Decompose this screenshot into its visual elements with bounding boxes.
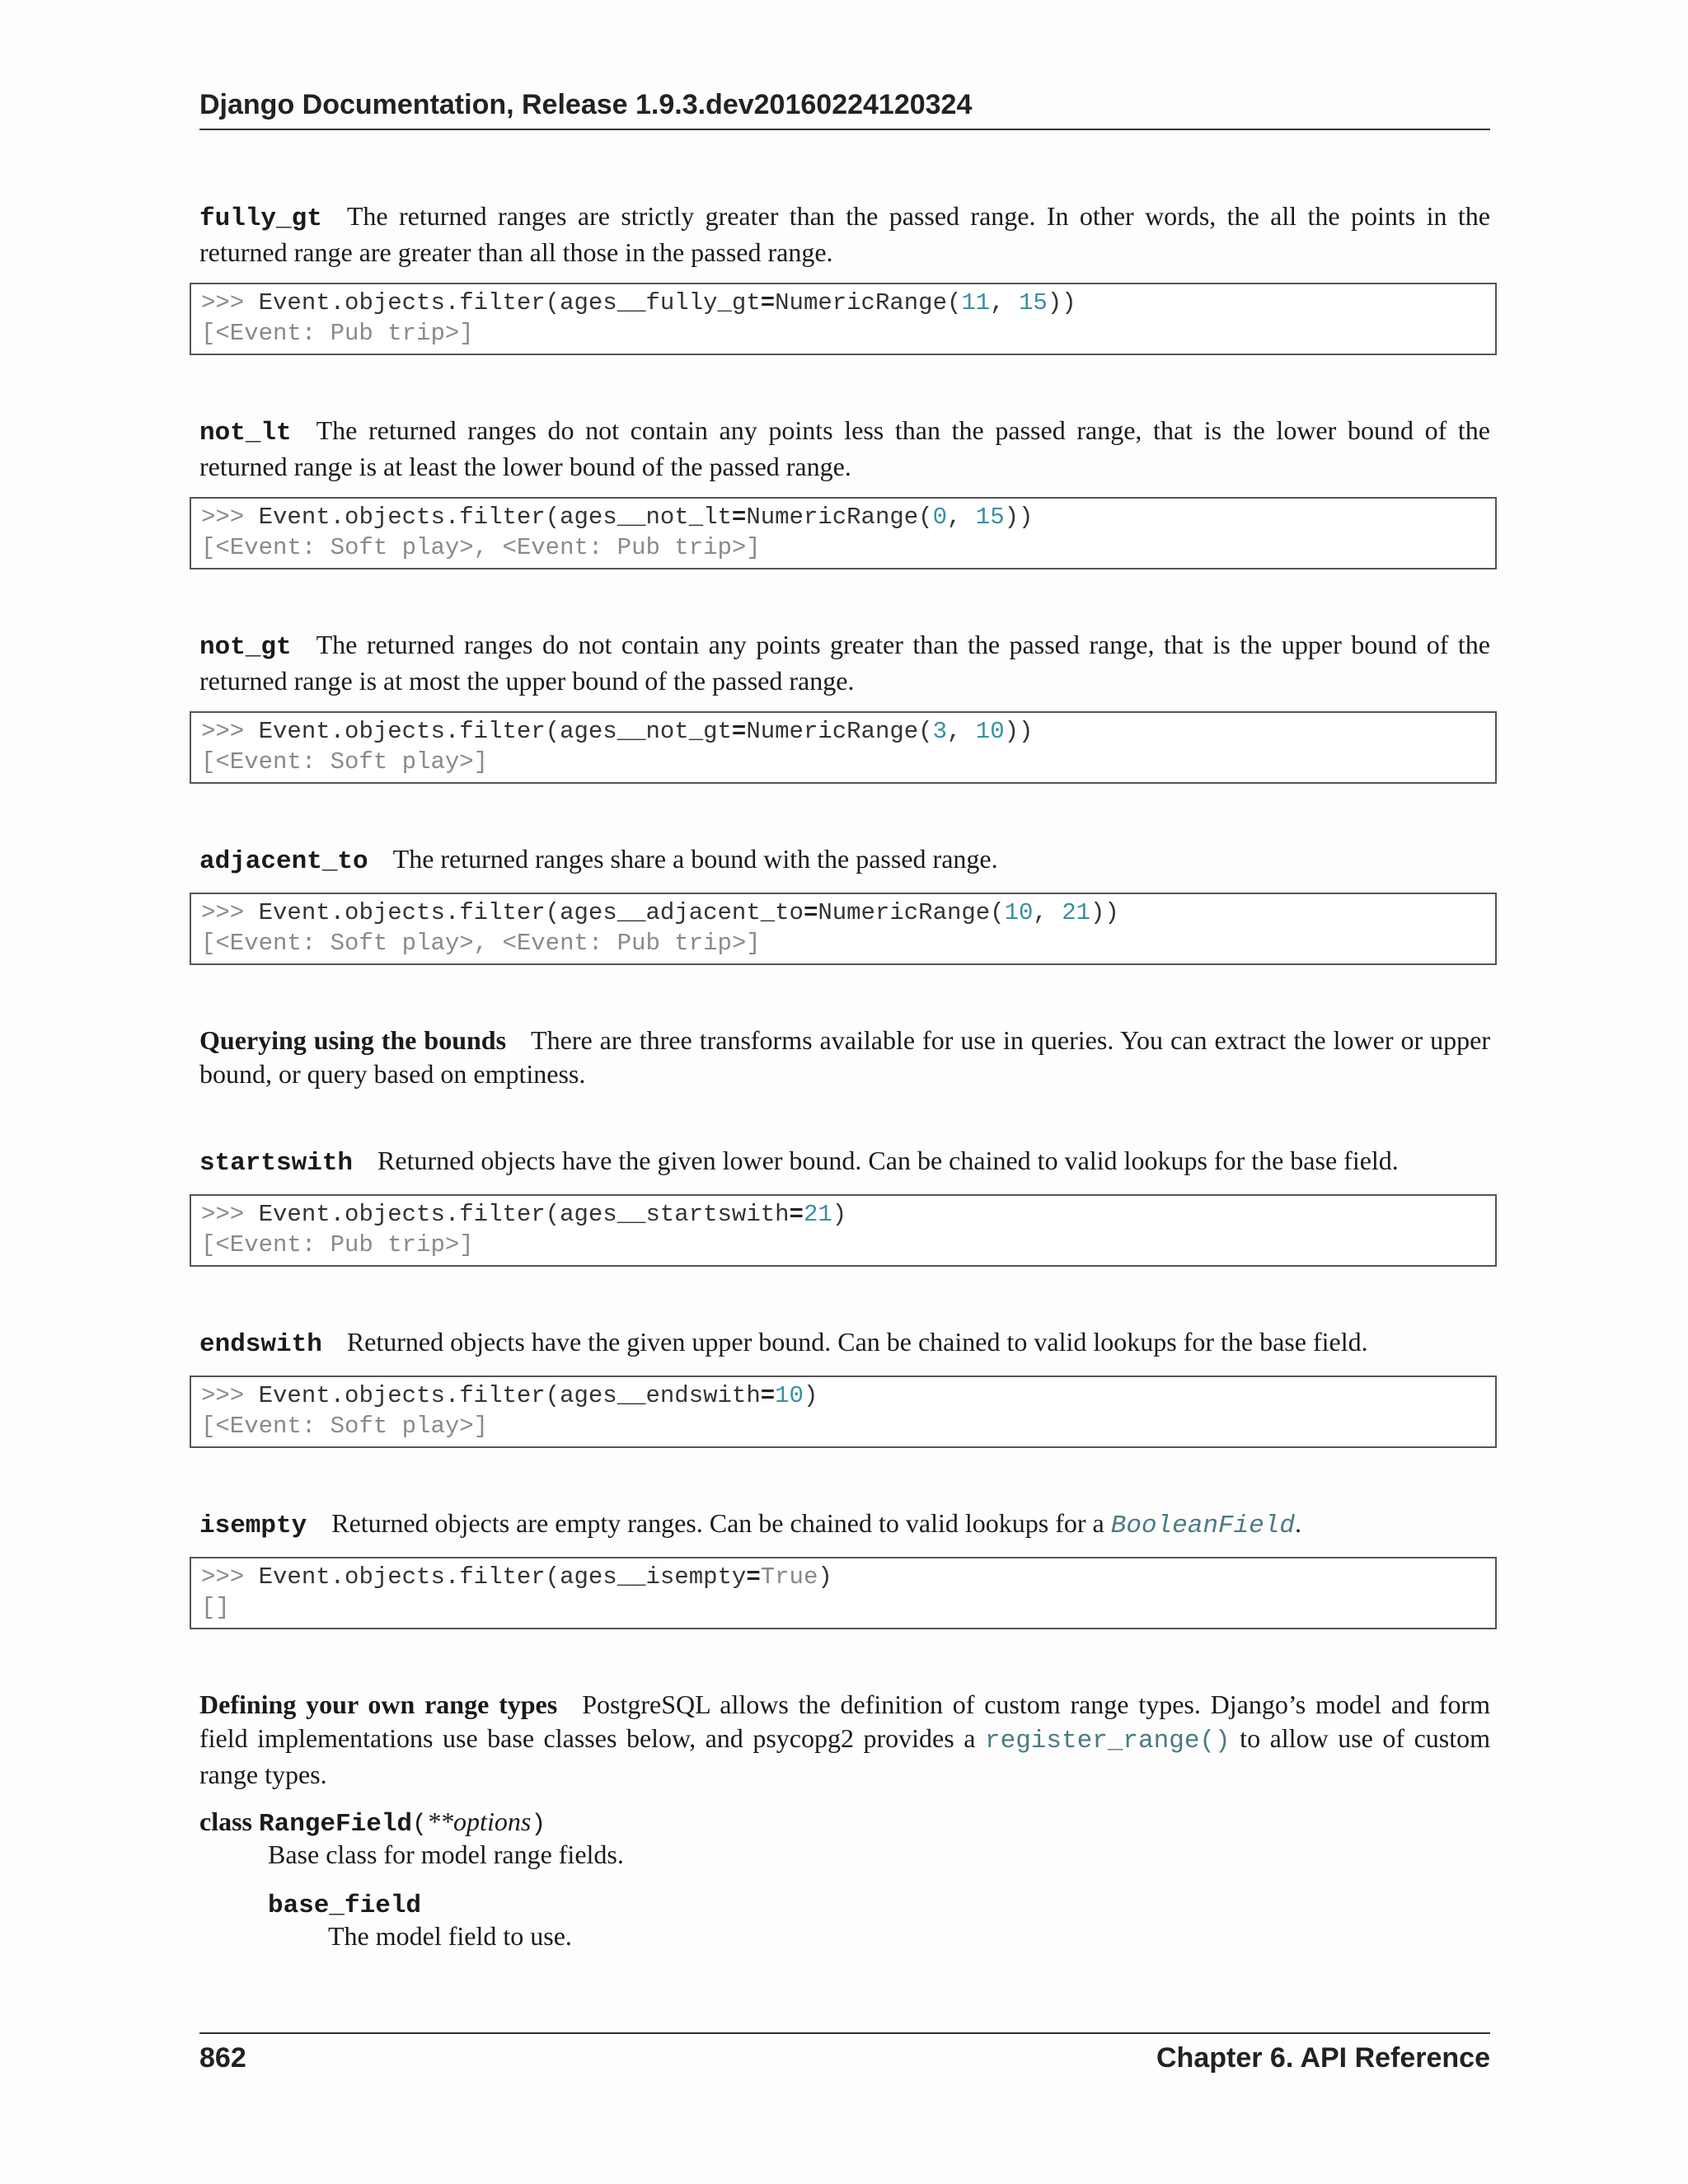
adjacent-to-output: [<Event: Soft play>, <Event: Pub trip>] [201, 930, 761, 957]
custom-range-text-2: to allow use of custom range types. [199, 1723, 1491, 1789]
not-lt-description [199, 414, 1490, 484]
custom-range-text-1: PostgreSQL allows the definition of custom range types. Django’s model and form field implementations use base classes below, and psycopg2 provides a [199, 1690, 1491, 1753]
page-header-title: Django Documentation, Release 1.9.3.dev20160224120324 [199, 89, 973, 120]
isempty-text: Returned objects are empty ranges. Can be chained to valid lookups for a [331, 1508, 1104, 1538]
not-gt-output: [<Event: Soft play>] [201, 748, 489, 776]
startswith-term: startswith [199, 1149, 354, 1178]
adjacent-to-term: adjacent_to [199, 847, 368, 876]
endswith-output: [<Event: Soft play>] [201, 1413, 489, 1440]
not-gt-description [199, 628, 1490, 698]
isempty-code-block: >>> Event.objects.filter(ages__isempty=True) [] [190, 1557, 1497, 1629]
endswith-text: Returned objects have the given upper bound. Can be chained to valid lookups for the base field. [346, 1327, 1368, 1357]
fully-gt-code-block: >>> Event.objects.filter(ages__fully_gt=NumericRange(11, 15)) [<Event: Pub trip>] [190, 283, 1497, 355]
startswith-output: [<Event: Pub trip>] [201, 1231, 474, 1258]
footer-rule [199, 2032, 1490, 2034]
endswith-code-block: >>> Event.objects.filter(ages__endswith=10) [<Event: Soft play>] [190, 1376, 1497, 1448]
isempty-description: isempty Returned objects are empty ranges. Can be chained to valid lookups for a BooleanField. [199, 1508, 1301, 1540]
isempty-term: isempty [199, 1511, 307, 1540]
rangefield-params: **options [427, 1807, 532, 1836]
adjacent-to-description [199, 842, 1490, 879]
not-gt-text: The returned ranges do not contain any points greater than the passed range, that is the upper bound of the returned range is at most the upper bound of the passed range. [199, 630, 1490, 696]
isempty-output: [] [201, 1594, 230, 1621]
page-footer [199, 2042, 1490, 2074]
startswith-code-block: >>> Event.objects.filter(ages__startswith=21) [<Event: Pub trip>] [190, 1194, 1497, 1267]
base-field-name: base_field [268, 1891, 422, 1920]
fully-gt-output: [<Event: Pub trip>] [201, 320, 474, 347]
fully-gt-term: fully_gt [199, 204, 322, 233]
not-lt-term: not_lt [199, 419, 292, 448]
booleanfield-link[interactable]: BooleanField [1110, 1511, 1295, 1540]
fully-gt-text: The returned ranges are strictly greater than the passed range. In other words, the all the points in the returned range are greater than all those in the passed range. [199, 201, 1490, 267]
adjacent-to-text: The returned ranges share a bound with the passed range. [392, 844, 998, 874]
fully-gt-description [199, 199, 1490, 269]
rangefield-description: Base class for model range fields. [268, 1840, 624, 1869]
adjacent-to-code-block: >>> Event.objects.filter(ages__adjacent_to=NumericRange(10, 21)) [<Event: Soft play>, <Event: Pub trip>] [190, 893, 1497, 965]
base-field-attribute [268, 1886, 1488, 1923]
custom-range-heading: Defining your own range types [199, 1690, 558, 1719]
header-rule [199, 129, 1490, 130]
rangefield-name: RangeField [259, 1810, 413, 1839]
class-keyword: class [199, 1807, 252, 1836]
endswith-description [199, 1325, 1490, 1361]
startswith-text: Returned objects have the given lower bound. Can be chained to valid lookups for the base field. [377, 1146, 1399, 1175]
chapter-title: Chapter 6. API Reference [1156, 2042, 1490, 2074]
endswith-term: endswith [199, 1330, 322, 1359]
not-lt-text: The returned ranges do not contain any points less than the passed range, that is the lower bound of the returned range is at least the lower bound of the passed range. [199, 415, 1490, 481]
startswith-description [199, 1144, 1490, 1180]
not-gt-code-block: >>> Event.objects.filter(ages__not_gt=NumericRange(3, 10)) [<Event: Soft play>] [190, 711, 1497, 784]
bounds-paragraph [199, 1024, 1490, 1091]
rangefield-signature: class RangeField(**options) [199, 1807, 546, 1839]
not-lt-code-block: >>> Event.objects.filter(ages__not_lt=NumericRange(0, 15)) [<Event: Soft play>, <Event: Pub trip>] [190, 497, 1497, 569]
not-lt-output: [<Event: Soft play>, <Event: Pub trip>] [201, 534, 761, 561]
custom-range-paragraph [199, 1688, 1490, 1792]
bounds-heading: Querying using the bounds [199, 1025, 507, 1055]
not-gt-term: not_gt [199, 633, 292, 662]
page-number: 862 [199, 2042, 246, 2074]
base-field-description: The model field to use. [328, 1921, 572, 1951]
bounds-text: There are three transforms available for use in queries. You can extract the lower or upper bound, or query based on emptiness. [199, 1025, 1491, 1089]
register-range-link[interactable]: register_range() [984, 1727, 1231, 1755]
